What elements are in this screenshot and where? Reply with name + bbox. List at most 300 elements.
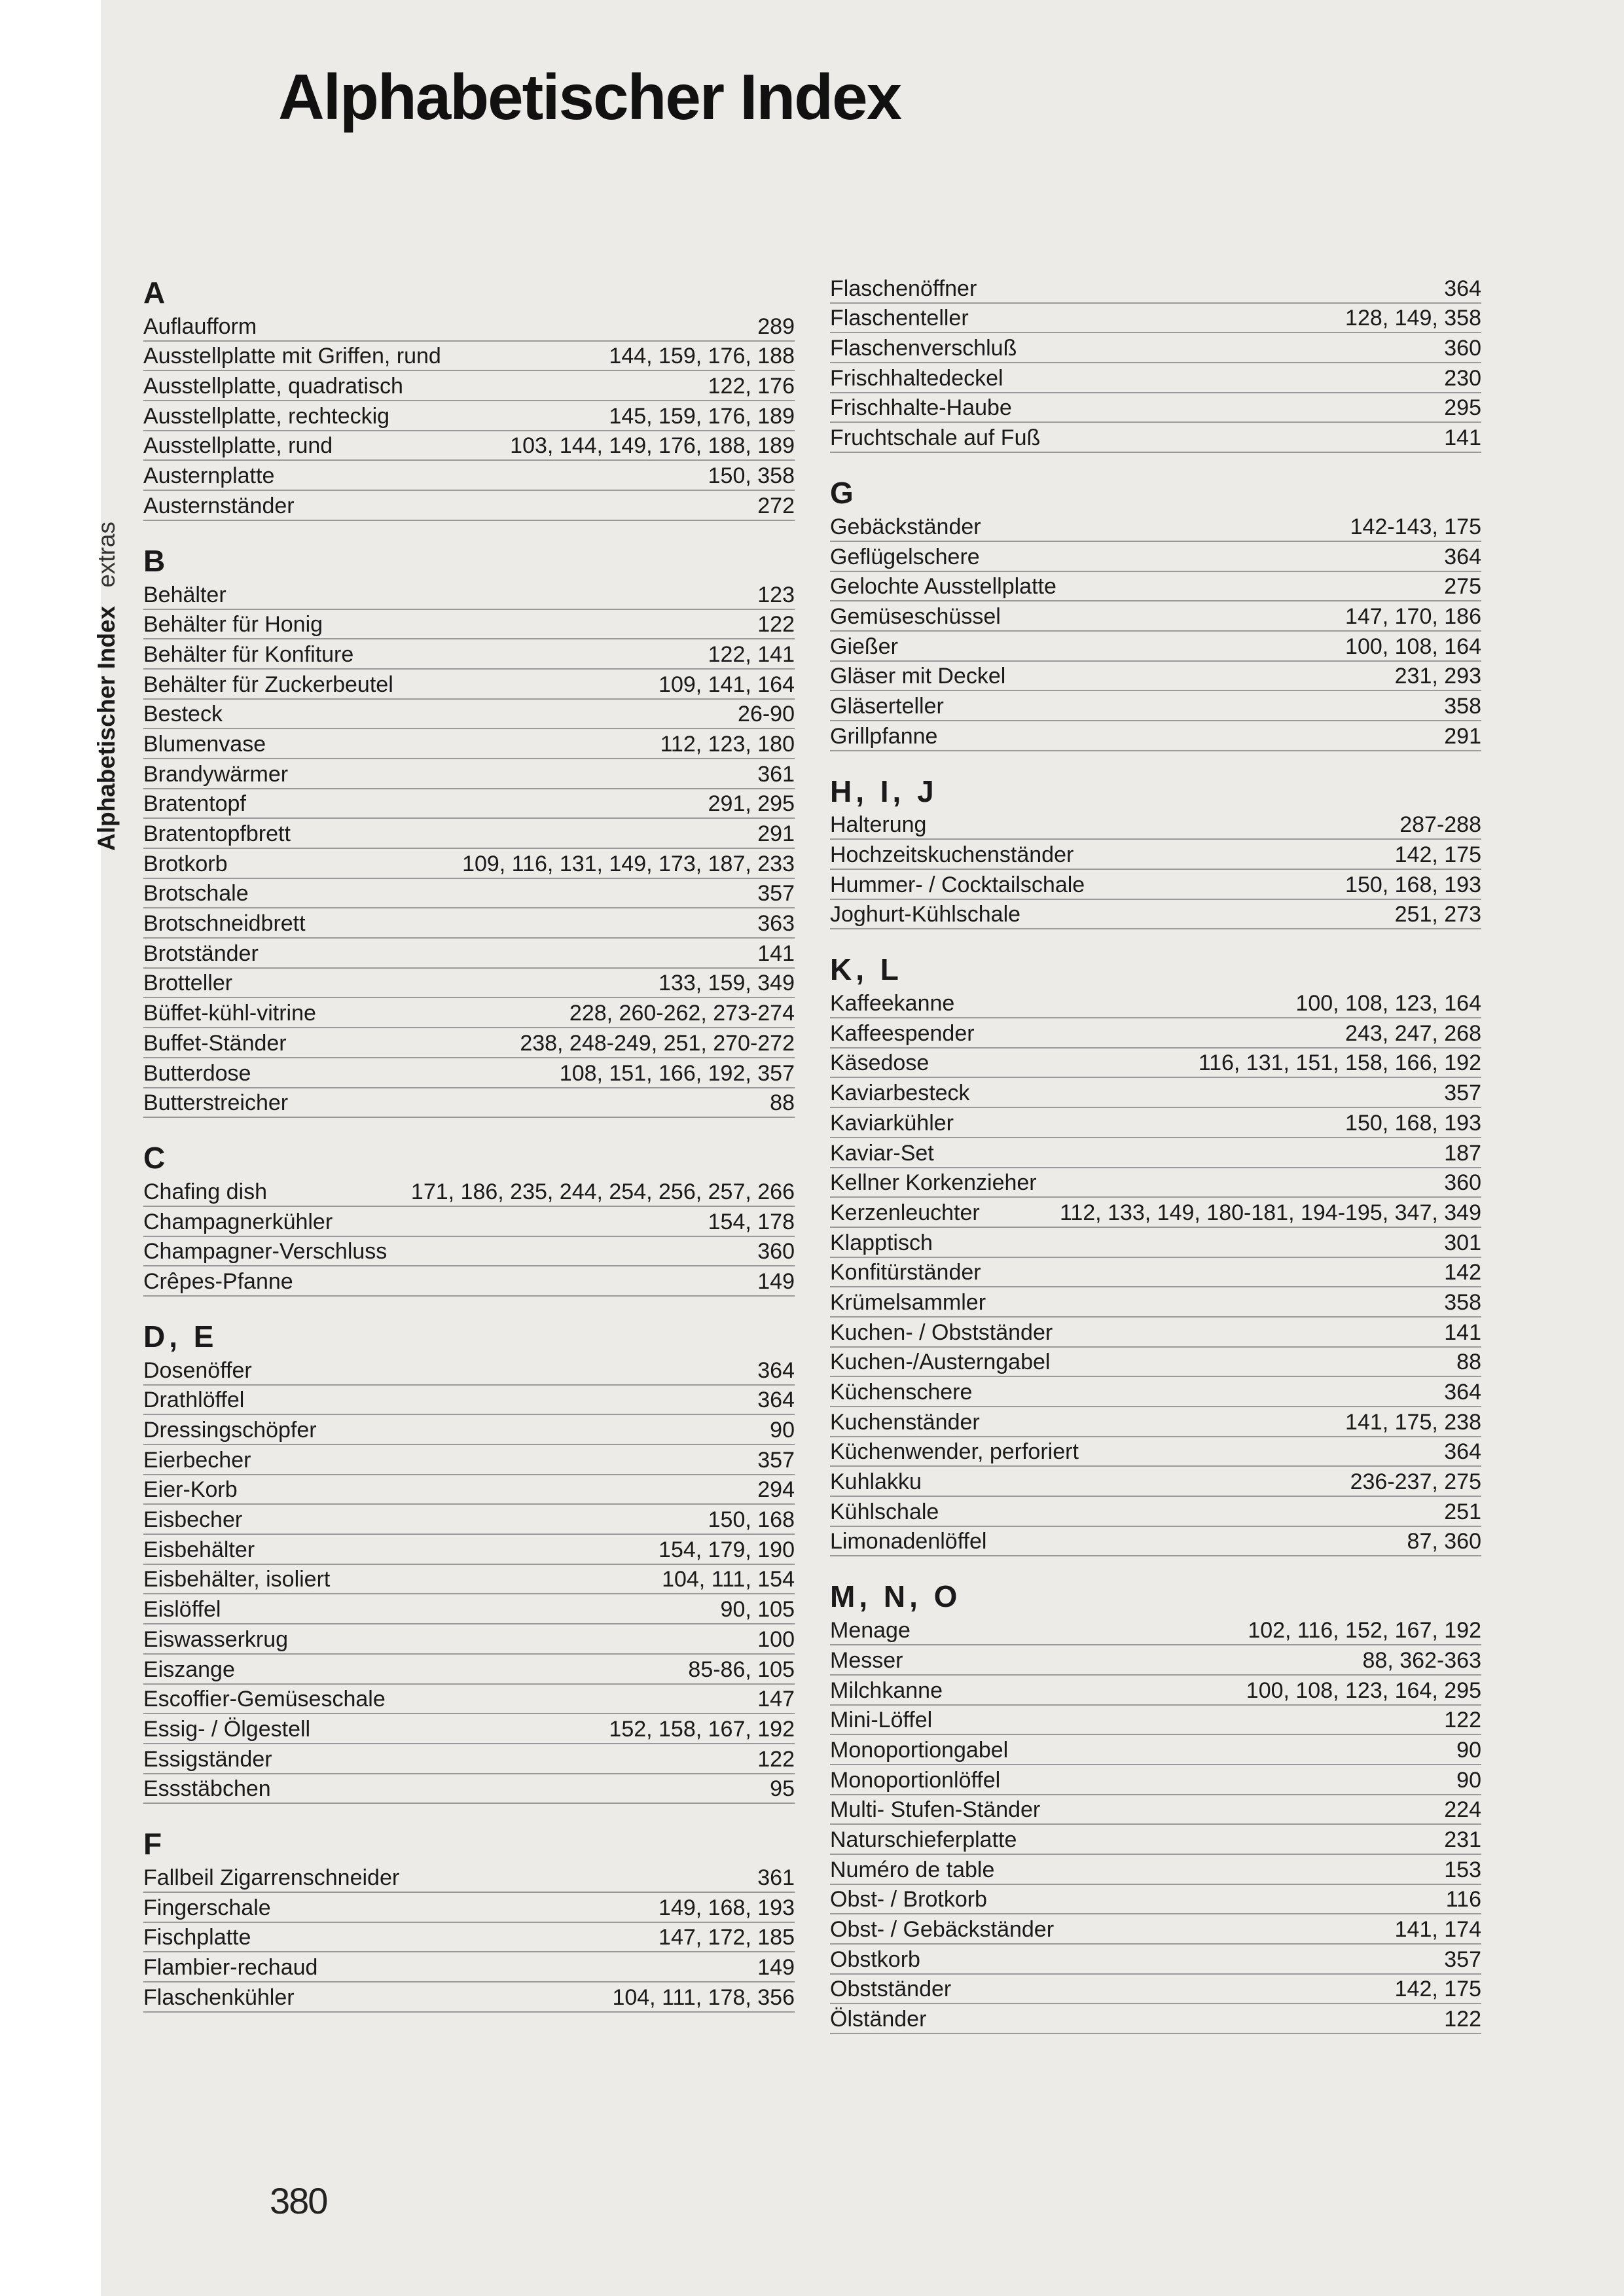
index-section xyxy=(143,1139,795,1297)
index-pages: 236-237, 275 xyxy=(1350,1469,1481,1495)
index-pages: 154, 178 xyxy=(708,1209,795,1234)
index-entry xyxy=(830,601,1481,632)
index-entry xyxy=(143,819,795,849)
index-term: Klapptisch xyxy=(830,1230,933,1255)
index-entry xyxy=(830,1407,1481,1437)
section-letter: G xyxy=(830,476,857,511)
index-term: Dressingschöpfer xyxy=(143,1418,317,1443)
index-term: Obstkorb xyxy=(830,1946,920,1972)
index-term: Kerzenleuchter xyxy=(830,1200,980,1225)
index-pages: 142, 175 xyxy=(1394,842,1481,867)
index-entry xyxy=(830,1318,1481,1348)
index-column-right xyxy=(830,274,1481,2055)
index-term: Brotkorb xyxy=(143,851,228,876)
index-entry xyxy=(143,1594,795,1624)
index-term: Fruchtschale auf Fuß xyxy=(830,425,1041,451)
index-term: Kaviar-Set xyxy=(830,1140,934,1166)
index-pages: 291 xyxy=(1444,723,1481,749)
index-term: Escoffier-Gemüseschale xyxy=(143,1687,386,1712)
index-pages: 100, 108, 164 xyxy=(1345,634,1481,659)
index-entry xyxy=(830,1975,1481,2005)
index-pages: 103, 144, 149, 176, 188, 189 xyxy=(510,433,795,459)
index-pages: 224 xyxy=(1444,1797,1481,1823)
index-entry xyxy=(143,908,795,939)
index-entry xyxy=(143,1714,795,1744)
index-pages: 142 xyxy=(1444,1260,1481,1285)
section-letter: K, L xyxy=(830,952,903,987)
index-term: Drathlöffel xyxy=(143,1388,245,1413)
index-entry xyxy=(830,1735,1481,1765)
index-entry xyxy=(143,1923,795,1953)
index-term: Ausstellplatte, quadratisch xyxy=(143,374,403,399)
index-pages: 122, 176 xyxy=(708,374,795,399)
index-term: Frischhalte-Haube xyxy=(830,395,1012,421)
index-term: Mini-Löffel xyxy=(830,1708,933,1733)
index-term: Käsedose xyxy=(830,1050,929,1076)
index-pages: 112, 123, 180 xyxy=(660,731,795,757)
index-pages: 141 xyxy=(1444,1319,1481,1345)
index-pages: 150, 358 xyxy=(708,463,795,489)
index-pages: 133, 159, 349 xyxy=(659,971,795,996)
index-term: Multi- Stufen-Ständer xyxy=(830,1797,1041,1823)
index-term: Buffet-Ständer xyxy=(143,1030,287,1056)
index-pages: 364 xyxy=(1444,1439,1481,1465)
section-letter: C xyxy=(143,1141,170,1175)
index-term: Obstständer xyxy=(830,1977,952,2002)
index-entry xyxy=(143,1028,795,1058)
index-pages: 150, 168 xyxy=(708,1507,795,1533)
index-entry xyxy=(830,870,1481,900)
index-section xyxy=(143,274,795,521)
index-term: Fingerschale xyxy=(143,1895,271,1920)
index-pages: 104, 111, 154 xyxy=(662,1567,795,1592)
index-pages: 361 xyxy=(757,1865,795,1890)
index-term: Behälter für Zuckerbeutel xyxy=(143,672,393,697)
index-term: Gebäckständer xyxy=(830,514,981,539)
index-term: Champagnerkühler xyxy=(143,1209,333,1234)
index-term: Küchenwender, perforiert xyxy=(830,1439,1079,1465)
index-entry xyxy=(830,1168,1481,1198)
index-entry xyxy=(143,1952,795,1982)
index-pages: 291, 295 xyxy=(708,791,795,817)
index-term: Numéro de table xyxy=(830,1857,995,1882)
index-pages: 141, 174 xyxy=(1394,1917,1481,1942)
index-entry xyxy=(830,1825,1481,1855)
index-pages: 149 xyxy=(757,1955,795,1980)
section-letter: D, E xyxy=(143,1319,218,1354)
index-entry xyxy=(830,363,1481,393)
index-entry xyxy=(830,1885,1481,1915)
index-entry xyxy=(143,580,795,610)
index-term: Limonadenlöffel xyxy=(830,1529,987,1554)
index-pages: 104, 111, 178, 356 xyxy=(612,1984,795,2010)
index-entry xyxy=(143,1655,795,1685)
index-pages: 141 xyxy=(757,941,795,966)
index-entry xyxy=(830,1348,1481,1378)
index-entry xyxy=(830,840,1481,870)
index-pages: 87, 360 xyxy=(1407,1529,1481,1554)
index-entry xyxy=(830,274,1481,304)
index-term: Brotteller xyxy=(143,971,233,996)
index-term: Gelochte Ausstellplatte xyxy=(830,574,1056,600)
index-section xyxy=(143,1825,795,2012)
index-pages: 108, 151, 166, 192, 357 xyxy=(559,1060,795,1086)
index-entry xyxy=(143,491,795,521)
index-term: Krümelsammler xyxy=(830,1289,986,1315)
index-term: Flaschenteller xyxy=(830,306,969,331)
index-pages: 141 xyxy=(1444,425,1481,451)
index-entry xyxy=(830,393,1481,423)
index-pages: 112, 133, 149, 180-181, 194-195, 347, 349 xyxy=(1059,1200,1481,1225)
index-pages: 357 xyxy=(757,881,795,906)
index-pages: 150, 168, 193 xyxy=(1345,1110,1481,1136)
index-entry xyxy=(143,969,795,999)
index-term: Flaschenverschluß xyxy=(830,336,1017,361)
index-term: Grillpfanne xyxy=(830,723,938,749)
index-term: Flaschenkühler xyxy=(143,1984,295,2010)
index-term: Kuchenständer xyxy=(830,1409,980,1435)
index-term: Brotständer xyxy=(143,941,259,966)
index-term: Kaffeespender xyxy=(830,1020,975,1046)
index-section xyxy=(143,542,795,1118)
index-entry xyxy=(143,939,795,969)
index-entry xyxy=(143,879,795,909)
index-pages: 364 xyxy=(757,1388,795,1413)
index-entry xyxy=(143,759,795,789)
index-term: Menage xyxy=(830,1618,911,1643)
index-section xyxy=(830,474,1481,751)
index-entry xyxy=(830,1795,1481,1825)
index-pages: 102, 116, 152, 167, 192 xyxy=(1248,1618,1481,1643)
index-entry xyxy=(830,900,1481,930)
index-pages: 287-288 xyxy=(1399,812,1481,838)
index-pages: 100 xyxy=(757,1626,795,1652)
index-term: Champagner-Verschluss xyxy=(143,1239,388,1265)
index-entry xyxy=(143,1386,795,1416)
index-pages: 150, 168, 193 xyxy=(1345,872,1481,897)
index-pages: 141, 175, 238 xyxy=(1345,1409,1481,1435)
index-entry xyxy=(143,729,795,759)
side-label-chapter: extras xyxy=(93,522,120,588)
index-term: Eisbecher xyxy=(143,1507,243,1533)
index-pages: 109, 141, 164 xyxy=(659,672,795,697)
index-term: Küchenschere xyxy=(830,1380,973,1405)
index-entry xyxy=(830,572,1481,602)
index-section xyxy=(830,772,1481,930)
index-pages: 364 xyxy=(757,1357,795,1383)
index-entry xyxy=(143,639,795,670)
index-entry xyxy=(830,1914,1481,1945)
page-number: 380 xyxy=(270,2180,327,2221)
index-term: Austernplatte xyxy=(143,463,275,489)
index-pages: 357 xyxy=(1444,1081,1481,1106)
index-pages: 90 xyxy=(1456,1767,1481,1793)
index-entry xyxy=(830,1108,1481,1138)
index-entry xyxy=(143,1088,795,1119)
index-term: Behälter xyxy=(143,582,226,607)
index-term: Konfitürständer xyxy=(830,1260,981,1285)
index-pages: 294 xyxy=(757,1477,795,1503)
index-entry xyxy=(143,789,795,819)
index-term: Geflügelschere xyxy=(830,544,980,569)
index-entry xyxy=(830,1855,1481,1885)
index-entry xyxy=(143,1445,795,1475)
index-entry xyxy=(830,1049,1481,1079)
index-entry xyxy=(143,431,795,461)
index-pages: 360 xyxy=(1444,1170,1481,1196)
index-pages: 123 xyxy=(757,582,795,607)
index-entry xyxy=(143,342,795,372)
index-entry xyxy=(830,1497,1481,1527)
section-letter: M, N, O xyxy=(830,1579,962,1614)
index-entry xyxy=(143,1237,795,1267)
index-pages: 95 xyxy=(770,1776,795,1802)
index-entry xyxy=(143,998,795,1028)
index-pages: 243, 247, 268 xyxy=(1345,1020,1481,1046)
index-term: Flambier-rechaud xyxy=(143,1955,318,1980)
index-entry xyxy=(830,1287,1481,1318)
index-term: Essigständer xyxy=(143,1746,272,1772)
index-term: Flaschenöffner xyxy=(830,276,977,301)
index-term: Besteck xyxy=(143,702,223,727)
index-entry xyxy=(143,461,795,491)
index-entry xyxy=(830,988,1481,1018)
index-term: Brotschale xyxy=(143,881,249,906)
index-pages: 90 xyxy=(770,1418,795,1443)
index-term: Behälter für Honig xyxy=(143,612,323,637)
index-pages: 357 xyxy=(1444,1946,1481,1972)
index-term: Joghurt-Kühlschale xyxy=(830,902,1021,927)
index-pages: 88, 362-363 xyxy=(1362,1647,1481,1673)
index-term: Büffet-kühl-vitrine xyxy=(143,1001,316,1026)
side-label-section: Alphabetischer Index xyxy=(93,605,120,851)
index-entry xyxy=(830,1676,1481,1706)
index-entry xyxy=(143,1863,795,1893)
index-pages: 153 xyxy=(1444,1857,1481,1882)
index-entry xyxy=(830,1945,1481,1975)
index-entry xyxy=(143,1355,795,1386)
index-term: Brotschneidbrett xyxy=(143,911,306,937)
index-pages: 90, 105 xyxy=(720,1597,795,1623)
index-pages: 122 xyxy=(1444,2007,1481,2032)
index-entry xyxy=(830,304,1481,334)
index-term: Obst- / Brotkorb xyxy=(830,1887,987,1912)
index-column-left xyxy=(143,274,795,2034)
index-entry xyxy=(143,1475,795,1505)
index-pages: 357 xyxy=(757,1447,795,1473)
index-entry xyxy=(830,2004,1481,2034)
index-entry xyxy=(830,1615,1481,1645)
index-pages: 251 xyxy=(1444,1499,1481,1524)
index-entry xyxy=(830,632,1481,662)
index-term: Fallbeil Zigarrenschneider xyxy=(143,1865,400,1890)
index-pages: 289 xyxy=(757,314,795,339)
index-pages: 116, 131, 151, 158, 166, 192 xyxy=(1198,1050,1481,1076)
index-entry xyxy=(143,312,795,342)
index-pages: 145, 159, 176, 189 xyxy=(609,403,795,429)
index-entry xyxy=(143,610,795,640)
index-pages: 152, 158, 167, 192 xyxy=(609,1716,795,1742)
index-entry xyxy=(143,1685,795,1715)
index-term: Kuhlakku xyxy=(830,1469,922,1495)
index-section xyxy=(143,1318,795,1804)
index-pages: 295 xyxy=(1444,395,1481,421)
index-pages: 100, 108, 123, 164, 295 xyxy=(1246,1677,1481,1703)
index-pages: 272 xyxy=(757,493,795,518)
index-pages: 142, 175 xyxy=(1394,1977,1481,2002)
index-section xyxy=(830,950,1481,1556)
index-pages: 88 xyxy=(770,1090,795,1116)
index-term: Brandywärmer xyxy=(143,761,289,787)
index-pages: 230 xyxy=(1444,365,1481,391)
index-entry xyxy=(143,1744,795,1774)
index-term: Fischplatte xyxy=(143,1925,251,1950)
index-pages: 149, 168, 193 xyxy=(659,1895,795,1920)
index-term: Hummer- / Cocktailschale xyxy=(830,872,1085,897)
index-term: Hochzeitskuchenständer xyxy=(830,842,1074,867)
index-entry xyxy=(143,1774,795,1804)
index-term: Ölständer xyxy=(830,2007,927,2032)
index-pages: 109, 116, 131, 149, 173, 187, 233 xyxy=(462,851,795,876)
index-pages: 364 xyxy=(1444,1380,1481,1405)
index-term: Kaviarkühler xyxy=(830,1110,954,1136)
index-pages: 364 xyxy=(1444,276,1481,301)
index-pages: 122 xyxy=(757,612,795,637)
index-pages: 154, 179, 190 xyxy=(659,1537,795,1562)
index-entry xyxy=(830,1228,1481,1258)
index-entry xyxy=(830,1198,1481,1228)
section-letter: B xyxy=(143,543,170,578)
index-entry xyxy=(143,1177,795,1207)
index-term: Essig- / Ölgestell xyxy=(143,1716,311,1742)
index-term: Austernständer xyxy=(143,493,295,518)
index-term: Eislöffel xyxy=(143,1597,221,1623)
index-section xyxy=(830,1577,1481,2034)
index-term: Dosenöffer xyxy=(143,1357,252,1383)
index-pages: 116 xyxy=(1445,1887,1481,1912)
index-term: Milchkanne xyxy=(830,1677,943,1703)
index-entry xyxy=(143,1624,795,1655)
index-term: Eiszange xyxy=(143,1657,235,1682)
index-term: Gemüseschüssel xyxy=(830,603,1001,629)
index-term: Naturschieferplatte xyxy=(830,1827,1017,1852)
index-term: Eiswasserkrug xyxy=(143,1626,289,1652)
index-term: Auflaufform xyxy=(143,314,257,339)
index-term: Monoportiongabel xyxy=(830,1737,1009,1763)
index-term: Ausstellplatte, rund xyxy=(143,433,333,459)
index-term: Butterstreicher xyxy=(143,1090,289,1116)
index-entry xyxy=(830,1645,1481,1676)
index-pages: 358 xyxy=(1444,693,1481,719)
index-entry xyxy=(830,512,1481,542)
index-pages: 122, 141 xyxy=(708,641,795,667)
index-entry xyxy=(830,810,1481,840)
index-pages: 363 xyxy=(757,911,795,937)
index-pages: 231, 293 xyxy=(1394,664,1481,689)
index-term: Kaviarbesteck xyxy=(830,1081,970,1106)
index-entry xyxy=(830,1377,1481,1407)
index-pages: 147 xyxy=(757,1687,795,1712)
index-pages: 360 xyxy=(1444,336,1481,361)
index-pages: 128, 149, 358 xyxy=(1345,306,1481,331)
index-pages: 144, 159, 176, 188 xyxy=(609,344,795,369)
index-pages: 142-143, 175 xyxy=(1350,514,1481,539)
index-pages: 364 xyxy=(1444,544,1481,569)
index-entry xyxy=(143,1535,795,1565)
index-entry xyxy=(830,1138,1481,1168)
index-entry xyxy=(143,1415,795,1445)
index-pages: 122 xyxy=(757,1746,795,1772)
index-pages: 231 xyxy=(1444,1827,1481,1852)
index-entry xyxy=(143,401,795,431)
index-entry xyxy=(830,423,1481,453)
index-term: Behälter für Konfiture xyxy=(143,641,354,667)
index-term: Gläser mit Deckel xyxy=(830,664,1006,689)
section-letter: A xyxy=(143,276,170,310)
index-pages: 291 xyxy=(757,821,795,846)
index-pages: 360 xyxy=(757,1239,795,1265)
index-entry xyxy=(830,542,1481,572)
index-term: Monoportionlöffel xyxy=(830,1767,1001,1793)
index-pages: 238, 248-249, 251, 270-272 xyxy=(520,1030,795,1056)
index-term: Chafing dish xyxy=(143,1179,268,1204)
index-term: Ausstellplatte, rechteckig xyxy=(143,403,390,429)
index-term: Obst- / Gebäckständer xyxy=(830,1917,1055,1942)
index-entry xyxy=(143,371,795,401)
index-pages: 187 xyxy=(1444,1140,1481,1166)
index-term: Eisbehälter xyxy=(143,1537,255,1562)
index-term: Kühlschale xyxy=(830,1499,939,1524)
index-entry xyxy=(830,1467,1481,1497)
index-term: Kaffeekanne xyxy=(830,991,955,1016)
index-entry xyxy=(143,670,795,700)
index-term: Blumenvase xyxy=(143,731,266,757)
index-pages: 171, 186, 235, 244, 254, 256, 257, 266 xyxy=(410,1179,795,1204)
index-pages: 147, 172, 185 xyxy=(659,1925,795,1950)
index-term: Bratentopf xyxy=(143,791,246,817)
index-term: Kuchen-/Austerngabel xyxy=(830,1350,1051,1375)
index-term: Gläserteller xyxy=(830,693,944,719)
index-pages: 361 xyxy=(757,761,795,787)
index-pages: 88 xyxy=(1456,1350,1481,1375)
index-term: Frischhaltedeckel xyxy=(830,365,1003,391)
index-term: Messer xyxy=(830,1647,903,1673)
index-term: Eierbecher xyxy=(143,1447,251,1473)
index-pages: 149 xyxy=(757,1268,795,1294)
index-term: Halterung xyxy=(830,812,927,838)
index-entry xyxy=(830,662,1481,692)
index-section xyxy=(830,274,1481,453)
index-entry xyxy=(143,849,795,879)
index-entry xyxy=(830,1706,1481,1736)
index-term: Eier-Korb xyxy=(143,1477,238,1503)
index-entry xyxy=(143,1893,795,1923)
index-pages: 90 xyxy=(1456,1737,1481,1763)
section-letter: H, I, J xyxy=(830,774,938,808)
index-term: Crêpes-Pfanne xyxy=(143,1268,293,1294)
index-pages: 26-90 xyxy=(738,702,795,727)
index-entry xyxy=(830,1527,1481,1557)
index-term: Bratentopfbrett xyxy=(143,821,291,846)
index-term: Kuchen- / Obstständer xyxy=(830,1319,1053,1345)
index-term: Essstäbchen xyxy=(143,1776,271,1802)
index-term: Eisbehälter, isoliert xyxy=(143,1567,331,1592)
index-entry xyxy=(143,1266,795,1297)
index-entry xyxy=(830,1765,1481,1795)
index-term: Gießer xyxy=(830,634,898,659)
index-entry xyxy=(143,700,795,730)
index-entry xyxy=(143,1565,795,1595)
